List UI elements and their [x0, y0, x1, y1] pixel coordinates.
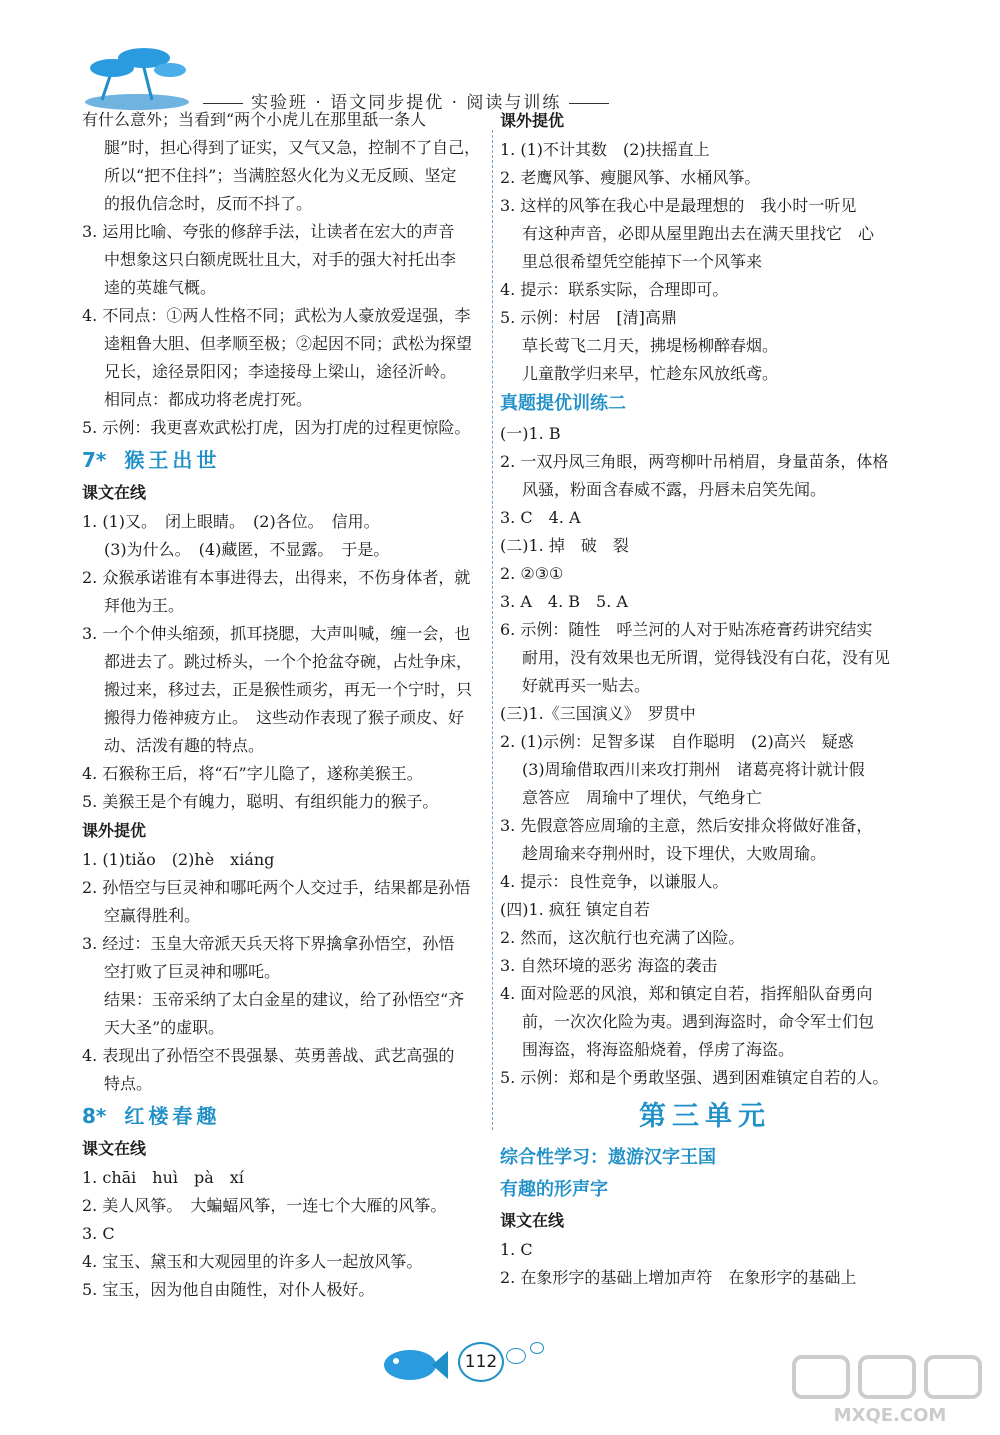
- answer-line: 空赢得胜利。: [104, 906, 201, 925]
- right-column: [500, 106, 910, 1292]
- answer-line: 搬得力倦神疲方止。 这些动作表现了猴子顽皮、好: [104, 708, 465, 727]
- answer-line: 都进去了。跳过桥头，一个个抢盆夺碗，占灶争床，: [104, 652, 473, 671]
- answer-line: 动、活泼有趣的特点。: [104, 736, 265, 755]
- answer-line: 腿”时，担心得到了证实，又气又急，控制不了自己，: [104, 138, 481, 157]
- palm-island-logo: [82, 40, 192, 110]
- answer-line: 2. 老鹰风筝、瘦腿风筝、水桶风筝。: [500, 168, 761, 187]
- subsection-heading: 课外提优: [82, 821, 147, 840]
- lesson-title: [82, 442, 484, 478]
- subsection-heading: 课文在线: [82, 483, 147, 502]
- answer-line: 拜他为王。: [104, 596, 185, 615]
- answer-line: 4. 提示：联系实际，合理即可。: [500, 280, 729, 299]
- bubble-icon: [506, 1348, 526, 1364]
- answer-line: 中想象这只白额虎既壮且大，对手的强大衬托出李: [104, 250, 457, 269]
- answer-line: 3. C: [82, 1224, 115, 1243]
- answer-line: 4. 提示：良性竞争，以谦服人。: [500, 872, 729, 891]
- answer-line: 围海盗，将海盗船烧着，俘虏了海盗。: [522, 1040, 795, 1059]
- answer-line: 2. 美人风筝。 大蝙蝠风筝，一连七个大雁的风筝。: [82, 1196, 447, 1215]
- unit-title: 第三单元: [639, 1101, 771, 1132]
- answer-line: 5. 示例：村居 [清]高鼎: [500, 308, 677, 327]
- answer-line: 4. 不同点：①两人性格不同；武松为人豪放爱逞强，李: [82, 306, 471, 325]
- answer-line: 2. 然而，这次航行也充满了凶险。: [500, 928, 745, 947]
- answer-line: 风骚，粉面含春威不露，丹唇未启笑先闻。: [522, 480, 827, 499]
- answer-line: 4. 面对险恶的风浪，郑和镇定自若，指挥船队奋勇向: [500, 984, 873, 1003]
- section-heading: 真题提优训练二: [500, 393, 626, 414]
- lesson-title: [82, 1098, 484, 1134]
- answer-line: 兄长，途径景阳冈；李逵接母上梁山，途径沂岭。: [104, 362, 457, 381]
- answer-line: 空打败了巨灵神和哪吒。: [104, 962, 281, 981]
- answer-line: 前，一次次化险为夷。遇到海盗时，命令军士们包: [522, 1012, 875, 1031]
- answer-line: 2. (1)示例：足智多谋 自作聪明 (2)高兴 疑惑: [500, 732, 854, 751]
- answer-line: 里总很希望凭空能掉下一个风筝来: [522, 252, 763, 271]
- answer-line: 儿童散学归来早，忙趁东风放纸鸢。: [522, 364, 779, 383]
- answer-line: 3. 先假意答应周瑜的主意，然后安排众将做好准备，: [500, 816, 873, 835]
- answer-line: 1. (1)又。 闭上眼睛。 (2)各位。 信用。: [82, 512, 380, 531]
- fish-icon: [380, 1345, 450, 1385]
- answer-line: 3. 这样的风筝在我心中是最理想的 我小时一听见: [500, 196, 857, 215]
- subsection-heading: 课外提优: [500, 111, 565, 130]
- lesson-number: 7*: [82, 448, 107, 472]
- answer-line: 趁周瑜来夺荆州时，设下埋伏，大败周瑜。: [522, 844, 827, 863]
- answer-line: 2. 众猴承诺谁有本事进得去，出得来，不伤身体者，就: [82, 568, 471, 587]
- answer-line: 特点。: [104, 1074, 153, 1093]
- answer-line: 1. C: [500, 1240, 533, 1259]
- left-column: [82, 106, 484, 1304]
- answer-line: 有什么意外；当看到“两个小虎儿在那里舐一条人: [82, 110, 427, 129]
- answer-line: 4. 宝玉、黛玉和大观园里的许多人一起放风筝。: [82, 1252, 423, 1271]
- answer-line: 意答应 周瑜中了埋伏，气绝身亡: [522, 788, 763, 807]
- answer-line: 耐用，没有效果也无所谓，觉得钱没有白花，没有见: [522, 648, 891, 667]
- answer-line: (二)1. 掉 破 裂: [500, 536, 629, 555]
- watermark-logo: [790, 1355, 990, 1430]
- page-header: [0, 0, 1000, 113]
- answer-line: 5. 示例：郑和是个勇敢坚强、遇到困难镇定自若的人。: [500, 1068, 889, 1087]
- answer-line: 结果：玉帝采纳了太白金星的建议，给了孙悟空“齐: [104, 990, 465, 1009]
- answer-line: 5. 示例：我更喜欢武松打虎，因为打虎的过程更惊险。: [82, 418, 471, 437]
- answer-line: 6. 示例：随性 呼兰河的人对于贴冻疮膏药讲究结实: [500, 620, 873, 639]
- lesson-number: 8*: [82, 1104, 107, 1128]
- answer-line: 天大圣”的虚职。: [104, 1018, 225, 1037]
- answer-line: 的报仇信念时，反而不抖了。: [104, 194, 313, 213]
- answer-line: 1. chāi huì pà xí: [82, 1168, 244, 1187]
- subsection-heading: 课文在线: [82, 1139, 147, 1158]
- section-heading: 综合性学习：遨游汉字王国: [500, 1147, 716, 1168]
- answer-line: 3. C 4. A: [500, 508, 581, 527]
- answer-line: 3. 自然环境的恶劣 海盗的袭击: [500, 956, 718, 975]
- answer-line: 所以“把不住抖”；当满腔怒火化为义无反顾、坚定: [104, 166, 457, 185]
- answer-line: 2. ②③①: [500, 564, 564, 583]
- answer-line: 3. 一个个伸头缩颈，抓耳挠腮，大声叫喊，缠一会，也: [82, 624, 471, 643]
- answer-line: 3. 运用比喻、夸张的修辞手法，让读者在宏大的声音: [82, 222, 455, 241]
- answer-line: 1. (1)不计其数 (2)扶摇直上: [500, 140, 710, 159]
- answer-line: 3. 经过：玉皇大帝派天兵天将下界擒拿孙悟空，孙悟: [82, 934, 455, 953]
- answer-line: 2. 孙悟空与巨灵神和哪吒两个人交过手，结果都是孙悟: [82, 878, 471, 897]
- subsection-heading: 课文在线: [500, 1211, 565, 1230]
- answer-line: 搬过来，移过去，正是猴性顽劣，再无一个宁时，只: [104, 680, 473, 699]
- lesson-name: 红楼春趣: [124, 1104, 221, 1128]
- section-heading: 有趣的形声字: [500, 1179, 608, 1200]
- page-number: 112: [458, 1342, 504, 1382]
- answer-line: 逵粗鲁大胆、但孝顺至极；②起因不同；武松为探望: [104, 334, 473, 353]
- answer-line: 3. A 4. B 5. A: [500, 592, 628, 611]
- answer-line: 好就再买一贴去。: [522, 676, 651, 695]
- answer-line: (3)为什么。 (4)藏匿，不显露。 于是。: [104, 540, 390, 559]
- bubble-icon: [530, 1342, 544, 1354]
- answer-line: 4. 石猴称王后，将“石”字儿隐了，遂称美猴王。: [82, 764, 423, 783]
- header-title: 实验班 · 语文同步提优 · 阅读与训练: [195, 88, 617, 113]
- column-divider: [492, 130, 493, 1130]
- answer-line: 草长莺飞二月天，拂堤杨柳醉春烟。: [522, 336, 779, 355]
- answer-line: (一)1. B: [500, 424, 561, 443]
- svg-text:MXQE.COM: MXQE.COM: [833, 1405, 947, 1426]
- answer-line: 5. 宝玉，因为他自由随性，对仆人极好。: [82, 1280, 375, 1299]
- lesson-name: 猴王出世: [124, 448, 221, 472]
- answer-line: 逵的英雄气概。: [104, 278, 217, 297]
- answer-line: 1. (1)tiǎo (2)hè xiáng: [82, 850, 275, 869]
- answer-line: 相同点：都成功将老虎打死。: [104, 390, 313, 409]
- answer-line: 4. 表现出了孙悟空不畏强暴、英勇善战、武艺高强的: [82, 1046, 455, 1065]
- answer-line: 有这种声音，必即从屋里跑出去在满天里找它 心: [522, 224, 875, 243]
- answer-line: (三)1.《三国演义》 罗贯中: [500, 704, 696, 723]
- answer-line: 2. 一双丹凤三角眼，两弯柳叶吊梢眉，身量苗条，体格: [500, 452, 889, 471]
- answer-line: 5. 美猴王是个有魄力，聪明、有组织能力的猴子。: [82, 792, 439, 811]
- answer-line: (3)周瑜借取西川来攻打荆州 诸葛亮将计就计假: [522, 760, 865, 779]
- answer-line: 2. 在象形字的基础上增加声符 在象形字的基础上: [500, 1268, 857, 1287]
- answer-line: (四)1. 疯狂 镇定自若: [500, 900, 650, 919]
